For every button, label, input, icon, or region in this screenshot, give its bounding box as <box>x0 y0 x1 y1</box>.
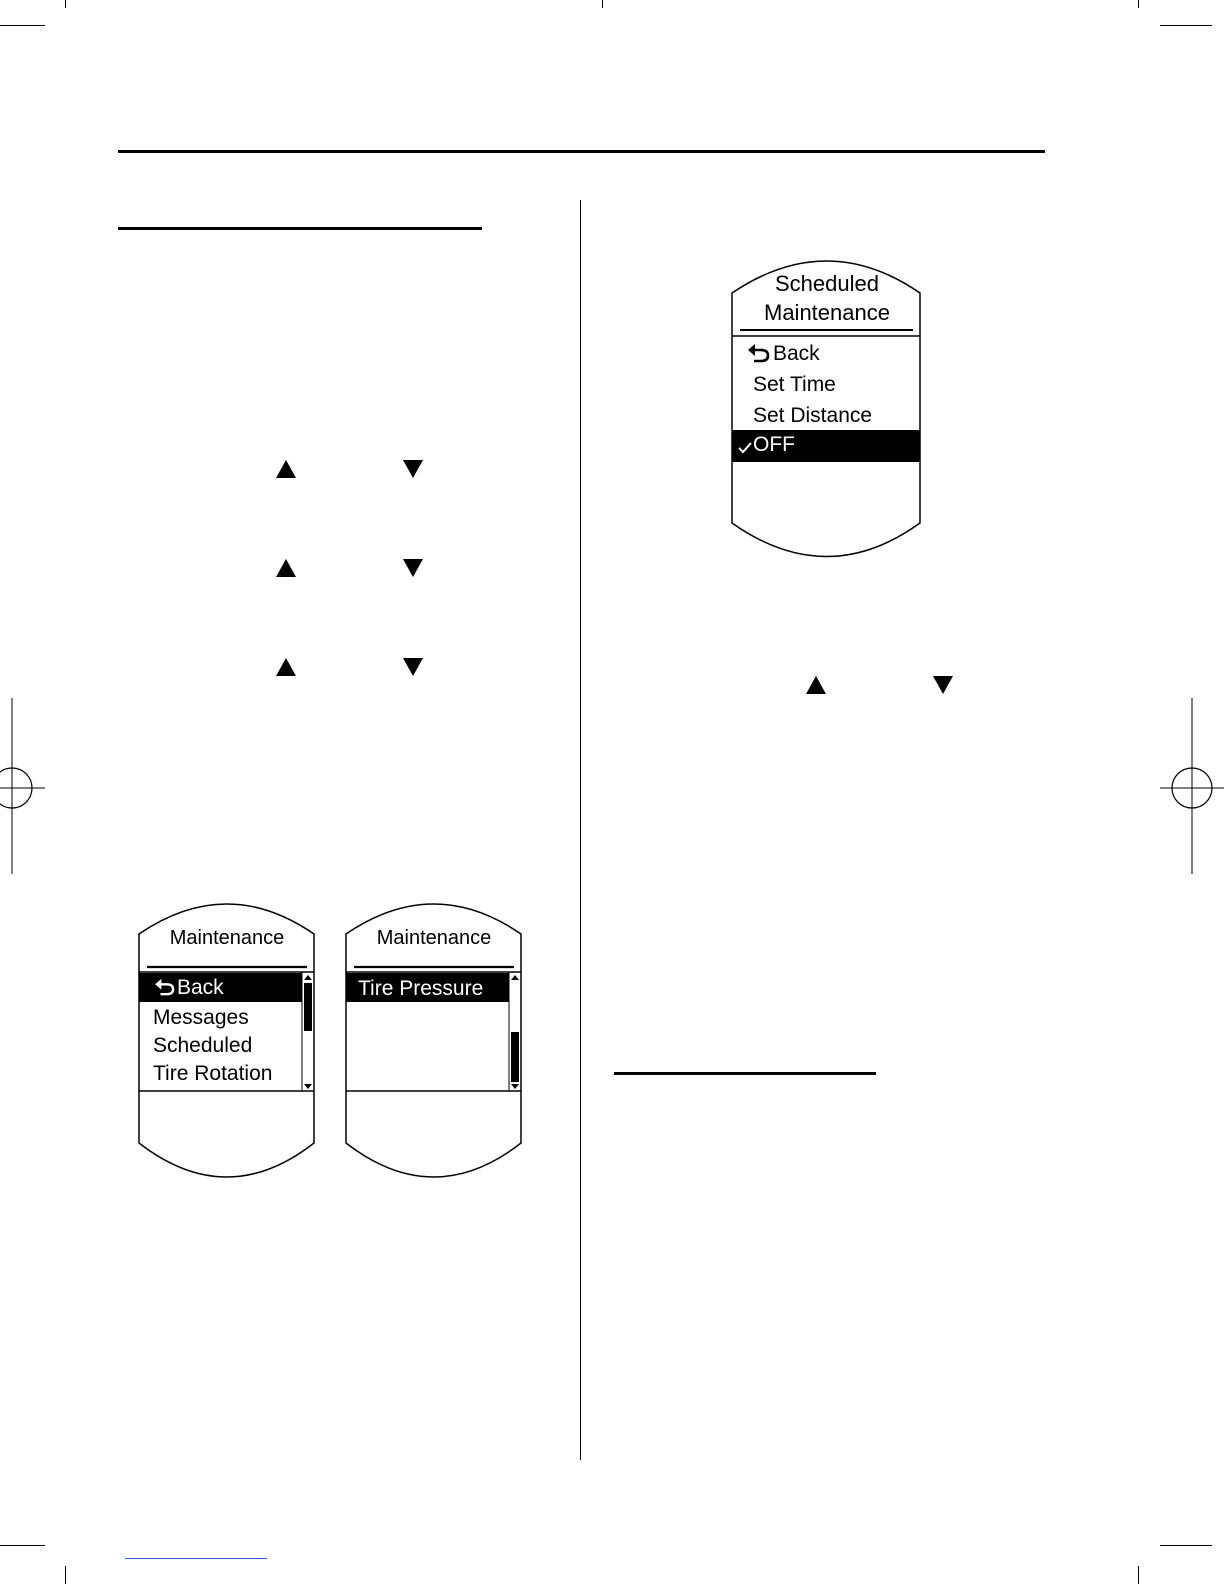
return-arrow-icon <box>748 343 770 363</box>
menu-item-label: Back <box>773 342 820 365</box>
crop-mark-bottom-right-h <box>1160 1545 1212 1546</box>
registration-mark-left <box>0 698 50 874</box>
display-screen-scheduled-maintenance <box>730 255 924 561</box>
menu-item-tire-rotation[interactable]: Tire Rotation <box>153 1062 273 1085</box>
down-triangle-icon <box>403 559 423 577</box>
menu-item-set-time[interactable]: Set Time <box>753 373 836 396</box>
menu-item-label: Back <box>177 976 224 999</box>
footer-link-underline[interactable] <box>125 1558 267 1559</box>
up-triangle-icon <box>276 460 296 478</box>
check-mark-icon <box>738 442 752 454</box>
screen-title: Maintenance <box>169 927 285 949</box>
screen-title-line1: Scheduled <box>775 271 879 296</box>
crop-mark-top-right-h <box>1160 25 1212 26</box>
crop-mark-bottom-left-h <box>0 1545 45 1546</box>
section-heading-rule-left <box>118 227 482 230</box>
menu-item-messages[interactable]: Messages <box>153 1006 249 1029</box>
screen-title: Maintenance <box>376 927 492 949</box>
crop-mark-bottom-left-v <box>65 1566 66 1584</box>
menu-item-off[interactable] <box>732 431 920 461</box>
menu-item-scheduled[interactable]: Scheduled <box>153 1034 253 1057</box>
display-screen-maintenance-1 <box>137 898 317 1181</box>
header-rule <box>118 150 1045 153</box>
up-triangle-icon <box>806 676 826 694</box>
down-triangle-icon <box>933 676 953 694</box>
down-triangle-icon <box>403 658 423 676</box>
menu-item-tire-pressure[interactable]: Tire Pressure <box>358 977 484 1000</box>
crop-mark-bottom-right-v <box>1138 1566 1139 1584</box>
up-triangle-icon <box>276 658 296 676</box>
crop-mark-top-left-v <box>65 0 66 8</box>
screen-title-line2: Maintenance <box>764 300 890 325</box>
crop-mark-top-left-h <box>0 25 45 26</box>
menu-item-set-distance[interactable]: Set Distance <box>753 404 873 427</box>
column-divider <box>580 200 581 1460</box>
section-heading-rule-right <box>614 1072 876 1075</box>
display-screen-maintenance-2 <box>344 898 524 1181</box>
return-arrow-icon <box>155 978 175 996</box>
crop-mark-top-right-v <box>1138 0 1139 8</box>
up-triangle-icon <box>276 559 296 577</box>
down-triangle-icon <box>403 460 423 478</box>
registration-mark-right <box>1160 698 1224 874</box>
menu-item-label: OFF <box>753 433 795 456</box>
crop-mark-top-center-v <box>602 0 603 8</box>
